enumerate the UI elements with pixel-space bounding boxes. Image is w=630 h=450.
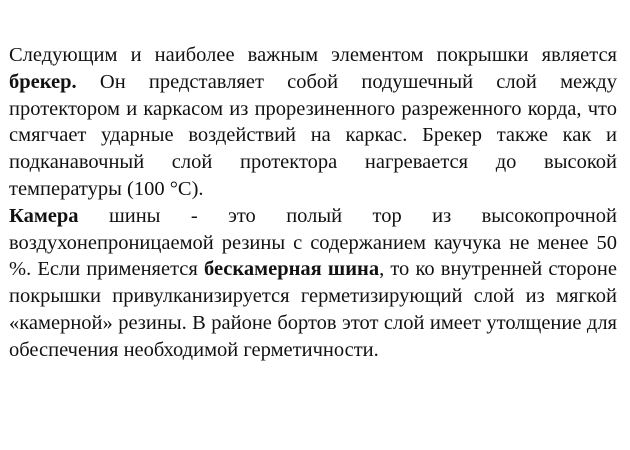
paragraph-breaker bbox=[9, 42, 617, 203]
document-page bbox=[9, 42, 617, 364]
paragraph-text: Он представляет собой подушечный слой между протектором и каркасом из прорезиненного разреженного корда, что смягчает ударные воздействий на каркас. Брекер также как и подканавочный слой протектора нагревается до высокой температуры (100 °С). bbox=[9, 70, 617, 200]
term-tube: Камера bbox=[9, 204, 79, 227]
paragraph-tube bbox=[9, 203, 617, 364]
term-tubeless-tire: бескамерная шина bbox=[203, 258, 380, 281]
paragraph-text: Следующим и наиболее важным элементом покрышки является bbox=[9, 44, 617, 66]
paragraph-text: , то ко внутренней стороне покрышки привулканизируется герметизирующий слой из мягкой «камерной» резины. В районе бортов этот слой имеет утолщение для обеспечения необходимой герметичности. bbox=[9, 258, 617, 361]
term-breaker: брекер. bbox=[9, 70, 77, 93]
paragraph-text: шины - это полый тор из высокопрочной воздухонепроницаемой резины с содержанием каучука не менее 50 %. Если применяется bbox=[9, 204, 617, 281]
